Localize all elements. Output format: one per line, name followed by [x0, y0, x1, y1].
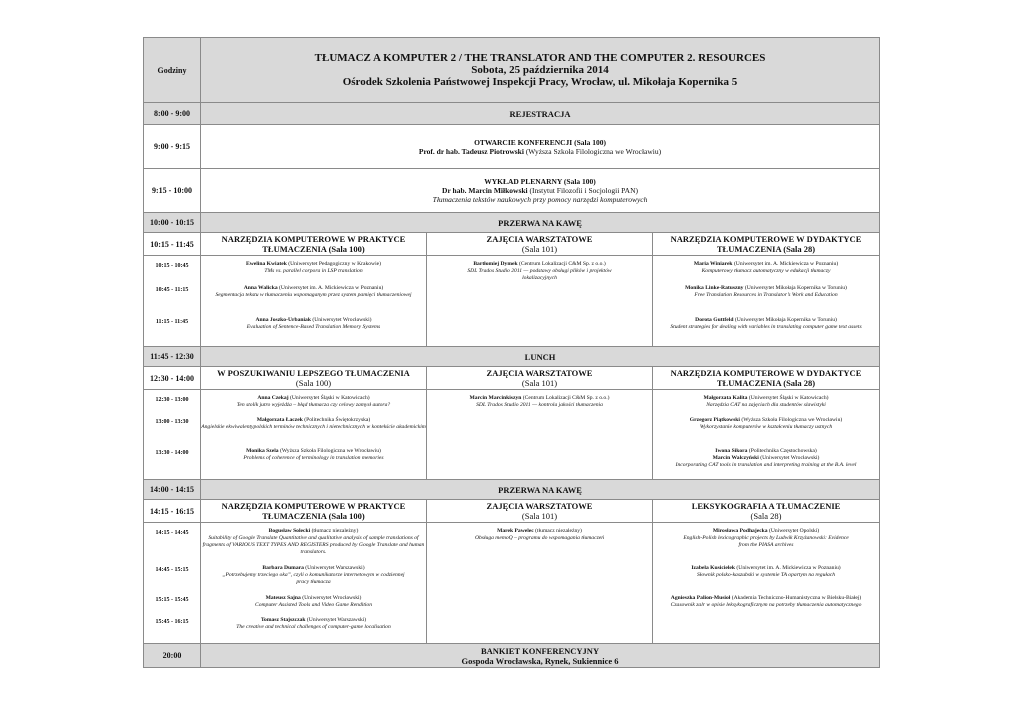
session-column [201, 390, 427, 480]
opening-title: OTWARCIE KONFERENCJI (Sala 100) [474, 137, 606, 147]
talk-title: Angielskie ekwiwalentypolskich terminów technicznych i nietechnicznych w kontekście akademickim [201, 424, 426, 430]
talk-item [427, 528, 652, 542]
opening-row [144, 125, 880, 169]
speaker-affiliation: (Uniwersytet im. A. Mickiewicza w Poznaniu) [732, 261, 839, 267]
speaker-name: Małgorzata Łaczek [256, 417, 303, 423]
talk-item [653, 448, 879, 469]
talk-title: Evaluation of Sentence-Based Translation Memory Systems [246, 324, 381, 330]
time-cell: 8:00 - 9:00 [144, 103, 201, 125]
speaker-affiliation: (Akademia Techniczno-Humanistyczna w Bielsku-Białej) [730, 595, 862, 601]
speaker-affiliation: (Uniwersytet Wrocławski) [310, 317, 372, 323]
talk-item [653, 285, 879, 317]
session-header-row [144, 367, 880, 390]
talk-item [201, 565, 426, 595]
banquet-cell [201, 644, 880, 668]
speaker-name: Anna Joszko-Urbaniak [255, 317, 311, 323]
session-room: (Sala 28) [750, 511, 782, 521]
talk-item [201, 261, 426, 285]
banquet-row [144, 644, 880, 668]
session-title-line: ZAJĘCIA WARSZTATOWE [486, 234, 593, 244]
talk-title: Suitability of Google Translate Quantitative and qualitative analysis of sample translations of fragments of VARIOUS TEXT TYPES AND REGISTERS produced by Google Translate and human translators. [202, 535, 425, 555]
speaker-name: Monika Linke-Ratuszny [685, 285, 744, 291]
time-cell: 10:15 - 11:45 [144, 233, 201, 256]
slot-time: 10:45 - 11:15 [155, 287, 189, 293]
speaker-name: Dorota Guttfeld [695, 317, 734, 323]
lunch-row [144, 347, 880, 367]
talk-title: Problems of coherence of terminology in translation memories [243, 455, 384, 461]
header-row [144, 38, 880, 103]
speaker-affiliation: (Wyższa Szkoła Filologiczna we Wrocławiu) [525, 146, 662, 156]
talk-title: Segmentacja tekstu w tłumaczeniu wspomaganym przez system pamięci tłumaczeniowej [215, 292, 412, 298]
registration-label: REJESTRACJA [201, 103, 880, 125]
talk-title: Ten stolik jutro wyjeżdża – błąd tłumacza czy celowy zamysł autora? [236, 402, 391, 408]
speaker-affiliation: (Uniwersytet Opolski) [767, 528, 820, 534]
speaker-name: Marcin Walczyński [712, 455, 759, 461]
session-column [653, 523, 880, 644]
talk-item [427, 395, 652, 409]
slot-time: 15:45 - 16:15 [155, 619, 189, 625]
speaker-name: Monika Szela [246, 448, 279, 454]
speaker-affiliation: (Politechnika Częstochowska) [747, 448, 817, 454]
speaker-name: Maria Winiarek [693, 261, 733, 267]
slot-times [144, 390, 201, 480]
slot-times [144, 523, 201, 644]
session-header-row [144, 500, 880, 523]
slot-time: 14:15 - 14:45 [155, 530, 189, 536]
break-row [144, 213, 880, 233]
speaker-affiliation: (tłumacz niezależny) [310, 528, 359, 534]
session-title [201, 367, 427, 390]
session-header-row [144, 233, 880, 256]
plenary-title: WYKŁAD PLENARNY (Sala 100) [484, 177, 596, 186]
session-title [427, 367, 653, 390]
talk-title: Słownik polsko-kaszubski w systemie TA opartym na regułach [697, 572, 836, 578]
session-title [653, 500, 880, 523]
session-column [427, 390, 653, 480]
session-title: NARZĘDZIA KOMPUTEROWE W PRAKTYCE TŁUMACZENIA (Sala 100) [201, 500, 427, 523]
speaker-name: Bartłomiej Dymek [473, 261, 518, 267]
speaker-affiliation: (Wyższa Szkoła Filologiczna we Wrocławiu) [278, 448, 381, 454]
talk-item [653, 565, 879, 595]
session-content-row [144, 390, 880, 480]
slot-time: 13:00 - 13:30 [155, 419, 189, 425]
session-column [201, 523, 427, 644]
speaker-name: Izabela Kusicielek [691, 565, 736, 571]
speaker-affiliation: (Uniwersytet Śląski w Katowicach) [747, 395, 829, 401]
schedule-sheet [143, 37, 879, 668]
session-title [427, 500, 653, 523]
talk-item [653, 417, 879, 448]
registration-row [144, 103, 880, 125]
talk-item [653, 595, 879, 609]
speaker-name: Marcin Marcinkiszyn [469, 395, 522, 401]
speaker-affiliation: (Instytut Filozofii i Socjologii PAN) [529, 186, 638, 195]
speaker-affiliation: (Uniwersytet im. A. Mickiewicza w Poznaniu) [735, 565, 841, 571]
session-room: (Sala 101) [521, 378, 558, 388]
time-cell: 14:15 - 16:15 [144, 500, 201, 523]
talk-item [653, 261, 879, 285]
speaker-name: Agnieszka Palion-Musioł [670, 595, 731, 601]
speaker-affiliation: (Centrum Lokalizacji C&M Sp. z o.o.) [521, 395, 610, 401]
talk-item [653, 317, 879, 331]
slot-time: 13:30 - 14:00 [155, 450, 189, 456]
slot-time: 15:15 - 15:45 [155, 597, 189, 603]
speaker-affiliation: (Politechnika Świętokrzyska) [302, 417, 371, 423]
session-title: NARZĘDZIA KOMPUTEROWE W PRAKTYCE TŁUMACZENIA (Sala 100) [201, 233, 427, 256]
time-cell: 12:30 - 14:00 [144, 367, 201, 390]
talk-title: Obsługa memoQ – programu do wspomagania tłumaczeń [474, 535, 605, 541]
speaker-affiliation: (tłumacz niezależny) [533, 528, 582, 534]
talk-title: Narzędzia CAT na zajęciach dla studentów slawistyki [706, 402, 826, 408]
time-cell: 14:00 - 14:15 [144, 480, 201, 500]
speaker-affiliation: (Uniwersytet Warszawski) [305, 617, 367, 623]
speaker-affiliation: (Uniwersytet Pedagogiczny w Krakowie) [286, 261, 381, 267]
session-column [653, 256, 880, 347]
session-content-row [144, 523, 880, 644]
break-row [144, 480, 880, 500]
speaker-affiliation: (Uniwersytet im. A. Mickiewicza w Poznaniu) [277, 285, 384, 291]
conference-venue: Ośrodek Szkolenia Państwowej Inspekcji Pracy, Wrocław, ul. Mikołaja Kopernika 5 [342, 76, 738, 88]
speaker-name: Tomasz Stajszczak [260, 617, 306, 623]
time-cell: 11:45 - 12:30 [144, 347, 201, 367]
talk-item [201, 617, 426, 631]
speaker-name: Prof. dr hab. Tadeusz Piotrowski [418, 146, 524, 156]
session-room: (Sala 101) [521, 511, 558, 521]
talk-title: SDL Trados Studio 2011 — podstawy obsługi plików i projektów lokalizacyjnych [467, 268, 612, 281]
speaker-affiliation: (Uniwersytet Mikołaja Kopernika w Toruniu) [743, 285, 847, 291]
title-cell [201, 38, 880, 103]
speaker-name: Bogusław Solecki [268, 528, 311, 534]
speaker-affiliation: (Uniwersytet Wrocławski) [300, 595, 362, 601]
session-room: (Sala 101) [521, 244, 558, 254]
talk-item [201, 528, 426, 565]
talk-title: Free Translation Resources in Translator’s Work and Education [694, 292, 838, 298]
talk-item [653, 395, 879, 417]
session-title-line: ZAJĘCIA WARSZTATOWE [486, 501, 593, 511]
lunch-label: LUNCH [201, 347, 880, 367]
break-label: PRZERWA NA KAWĘ [201, 480, 880, 500]
conference-date: Sobota, 25 października 2014 [471, 64, 609, 76]
slot-time: 11:15 - 11:45 [155, 319, 189, 325]
talk-title: Incorporating CAT tools in translation and interpreting training at the B.A. level [675, 462, 857, 468]
talk-item [427, 261, 652, 282]
speaker-name: Małgorzata Kalita [703, 395, 748, 401]
speaker-affiliation: (Wyższa Szkoła Filologiczna we Wrocławiu) [739, 417, 843, 423]
time-cell: 9:15 - 10:00 [144, 169, 201, 213]
speaker-name: Barbara Dumara [262, 565, 304, 571]
talk-item [201, 317, 426, 331]
session-room: (Sala 100) [295, 378, 332, 388]
banquet-place: Gospoda Wrocławska, Rynek, Sukiennice 6 [461, 655, 619, 666]
time-cell: 9:00 - 9:15 [144, 125, 201, 169]
speaker-name: Marek Pawelec [497, 528, 534, 534]
plenary-row [144, 169, 880, 213]
session-column [427, 523, 653, 644]
talk-title: Student strategies for dealing with variables in translating computer game text assets [670, 324, 862, 330]
banquet-title: BANKIET KONFERENCYJNY [480, 645, 600, 656]
talk-title: TMs vs. parallel corpora in LSP translation [264, 268, 363, 274]
talk-item [653, 528, 879, 565]
session-title: NARZĘDZIA KOMPUTEROWE W DYDAKTYCE TŁUMACZENIA (Sala 28) [653, 367, 880, 390]
session-column [201, 256, 427, 347]
talk-title: Czasownik zalr w opisie leksykograficznym na potrzeby tłumaczenia automatycznego [670, 602, 862, 608]
speaker-name: Dr hab. Marcin Miłkowski [442, 186, 528, 195]
conference-title: TŁUMACZ A KOMPUTER 2 / THE TRANSLATOR AND THE COMPUTER 2. RESOURCES [314, 52, 766, 64]
talk-item [201, 285, 426, 317]
session-column [653, 390, 880, 480]
speaker-name: Mateusz Sajna [265, 595, 301, 601]
talk-title: „Potrzebujemy trzeciego oka”, czyli o komunikatorze internetowym w codziennej pracy tłumacza [222, 572, 405, 585]
session-title-line: W POSZUKIWANIU LEPSZEGO TŁUMACZENIA [217, 368, 410, 378]
hours-label: Godziny [144, 38, 201, 103]
plenary-cell [201, 169, 880, 213]
talk-item [201, 395, 426, 417]
slot-time: 14:45 - 15:15 [155, 567, 189, 573]
talk-title: English-Polish lexicographic projects by Ludwik Krzyżanowski: Evidence from the PIASA archives [683, 535, 849, 548]
talk-title: Komputerowy tłumacz automatyczny w edukacji tłumaczy [701, 268, 831, 274]
speaker-affiliation: (Centrum Lokalizacji C&M Sp. z o.o.) [517, 261, 606, 267]
speaker-name: Mirosława Podhajecka [712, 528, 768, 534]
speaker-affiliation: (Uniwersytet Wrocławski) [758, 455, 820, 461]
time-cell: 20:00 [144, 644, 201, 668]
session-title [427, 233, 653, 256]
time-cell: 10:00 - 10:15 [144, 213, 201, 233]
talk-title: Computer Assisted Tools and Video Game Rendition [254, 602, 373, 608]
speaker-affiliation: (Uniwersytet Mikołaja Kopernika w Toruniu) [733, 317, 837, 323]
speaker-name: Grzegorz Piątkowski [689, 417, 740, 423]
schedule-table [143, 37, 880, 668]
speaker-affiliation: (Uniwersytet Śląski w Katowicach) [288, 395, 370, 401]
talk-title: SDL Trados Studio 2011 — kontrola jakości tłumaczenia [476, 402, 603, 408]
speaker-affiliation: (Uniwersytet Warszawski) [303, 565, 365, 571]
slot-time: 12:30 - 13:00 [155, 397, 189, 403]
break-label: PRZERWA NA KAWĘ [201, 213, 880, 233]
speaker-name: Iwona Sikora [715, 448, 748, 454]
session-title: NARZĘDZIA KOMPUTEROWE W DYDAKTYCE TŁUMACZENIA (Sala 28) [653, 233, 880, 256]
talk-title: The creative and technical challenges of computer-game localisation [236, 624, 391, 630]
talk-item [201, 448, 426, 462]
speaker-name: Anna Walicka [243, 285, 278, 291]
speaker-name: Ewelina Kwiatek [245, 261, 287, 267]
talk-title: Wykorzystanie komputerów w kształceniu tłumaczy ustnych [699, 424, 833, 430]
talk-item [201, 595, 426, 617]
slot-times [144, 256, 201, 347]
session-title-line: ZAJĘCIA WARSZTATOWE [486, 368, 593, 378]
talk-title: Tłumaczenia tekstów naukowych przy pomocy narzędzi komputerowych [432, 195, 648, 204]
speaker-name: Anna Czekaj [257, 395, 289, 401]
session-content-row [144, 256, 880, 347]
slot-time: 10:15 - 10:45 [155, 263, 189, 269]
opening-cell [201, 125, 880, 169]
session-title-line: LEKSYKOGRAFIA A TŁUMACZENIE [691, 501, 841, 511]
talk-item [201, 417, 426, 448]
session-column [427, 256, 653, 347]
